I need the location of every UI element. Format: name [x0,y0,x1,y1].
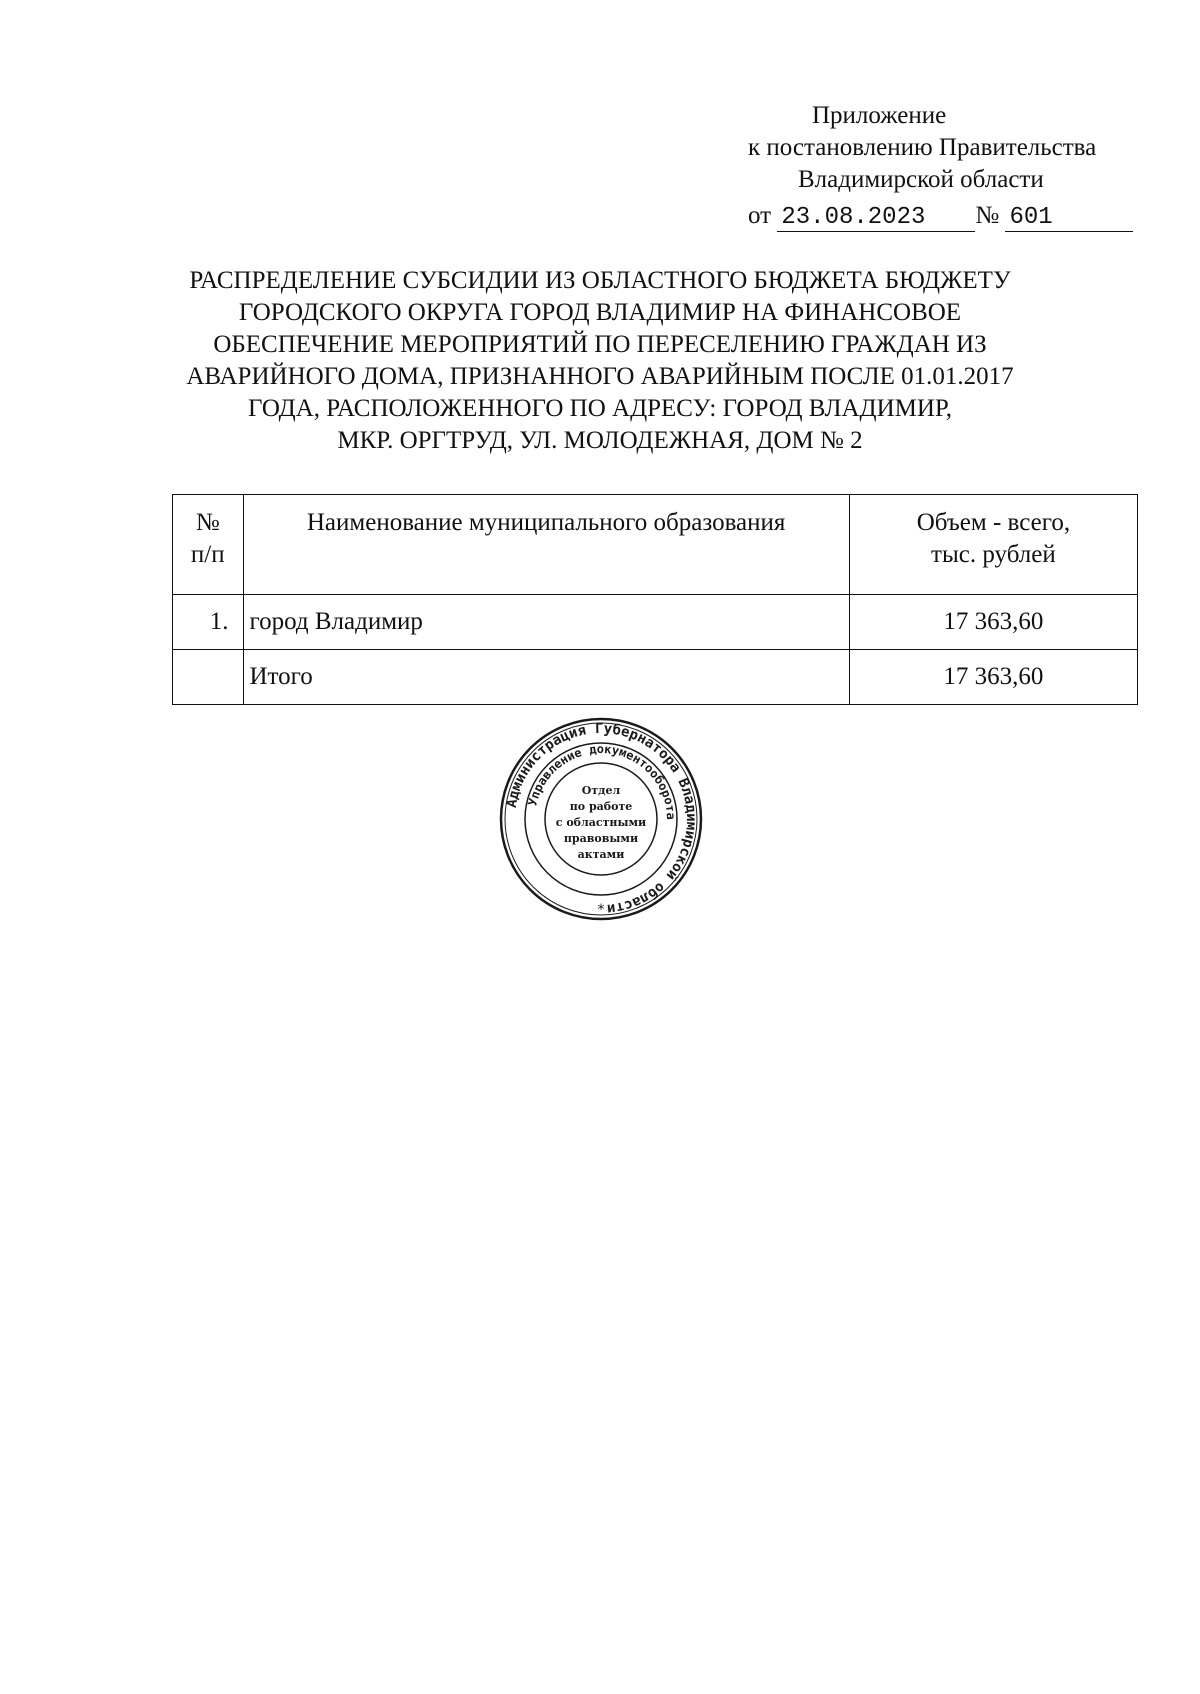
annex-date-number [748,200,1133,232]
seal-center-line: с областными [555,816,647,829]
table-row [173,595,1138,650]
title-line: РАСПРЕДЕЛЕНИЕ СУБСИДИИ ИЗ ОБЛАСТНОГО БЮДЖЕТА БЮДЖЕТУ [189,267,1011,294]
table-header-row [173,495,1138,595]
row-name: город Владимир [243,595,849,650]
seal-star: * [597,902,605,918]
row-num [173,650,244,705]
document-title [150,265,1050,457]
seal-outer-text: Администрация Губернатора Владимирской области [503,720,700,917]
seal-center-line: актами [577,848,625,861]
seal-center-line: Отдел [581,784,621,797]
seal-inner-ring-text: Управление документооборота [525,741,679,820]
resolution-number: 601 [1005,205,1133,232]
seal-center-line: по работе [569,800,633,813]
row-volume: 17 363,60 [849,650,1137,705]
row-volume: 17 363,60 [849,595,1137,650]
row-name: Итого [243,650,849,705]
title-line: ОБЕСПЕЧЕНИЕ МЕРОПРИЯТИЙ ПО ПЕРЕСЕЛЕНИЮ ГРАЖДАН ИЗ [213,331,987,358]
distribution-table [172,494,1138,705]
table-row-total [173,650,1138,705]
title-line: МКР. ОРГТРУД, УЛ. МОЛОДЕЖНАЯ, ДОМ № 2 [337,427,863,454]
date-prefix: от [748,202,772,229]
title-line: ГОДА, РАСПОЛОЖЕННОГО ПО АДРЕСУ: ГОРОД ВЛАДИМИР, [248,395,952,422]
header-name: Наименование муниципального образования [243,495,849,595]
annex-title: Приложение [812,102,947,129]
resolution-date: 23.08.2023 [777,205,975,232]
seal-center-line: правовыми [563,832,639,845]
annex-region: Владимирской области [798,166,1044,193]
row-num: 1. [173,595,244,650]
official-seal [496,714,706,924]
header-volume: Объем - всего, тыс. рублей [849,495,1137,595]
title-line: АВАРИЙНОГО ДОМА, ПРИЗНАННОГО АВАРИЙНЫМ ПОСЛЕ 01.01.2017 [186,363,1014,390]
header-num: № п/п [173,495,244,595]
annex-resolution: к постановлению Правительства [748,134,1097,161]
number-prefix: № [975,202,1000,229]
title-line: ГОРОДСКОГО ОКРУГА ГОРОД ВЛАДИМИР НА ФИНАНСОВОЕ [238,299,962,326]
